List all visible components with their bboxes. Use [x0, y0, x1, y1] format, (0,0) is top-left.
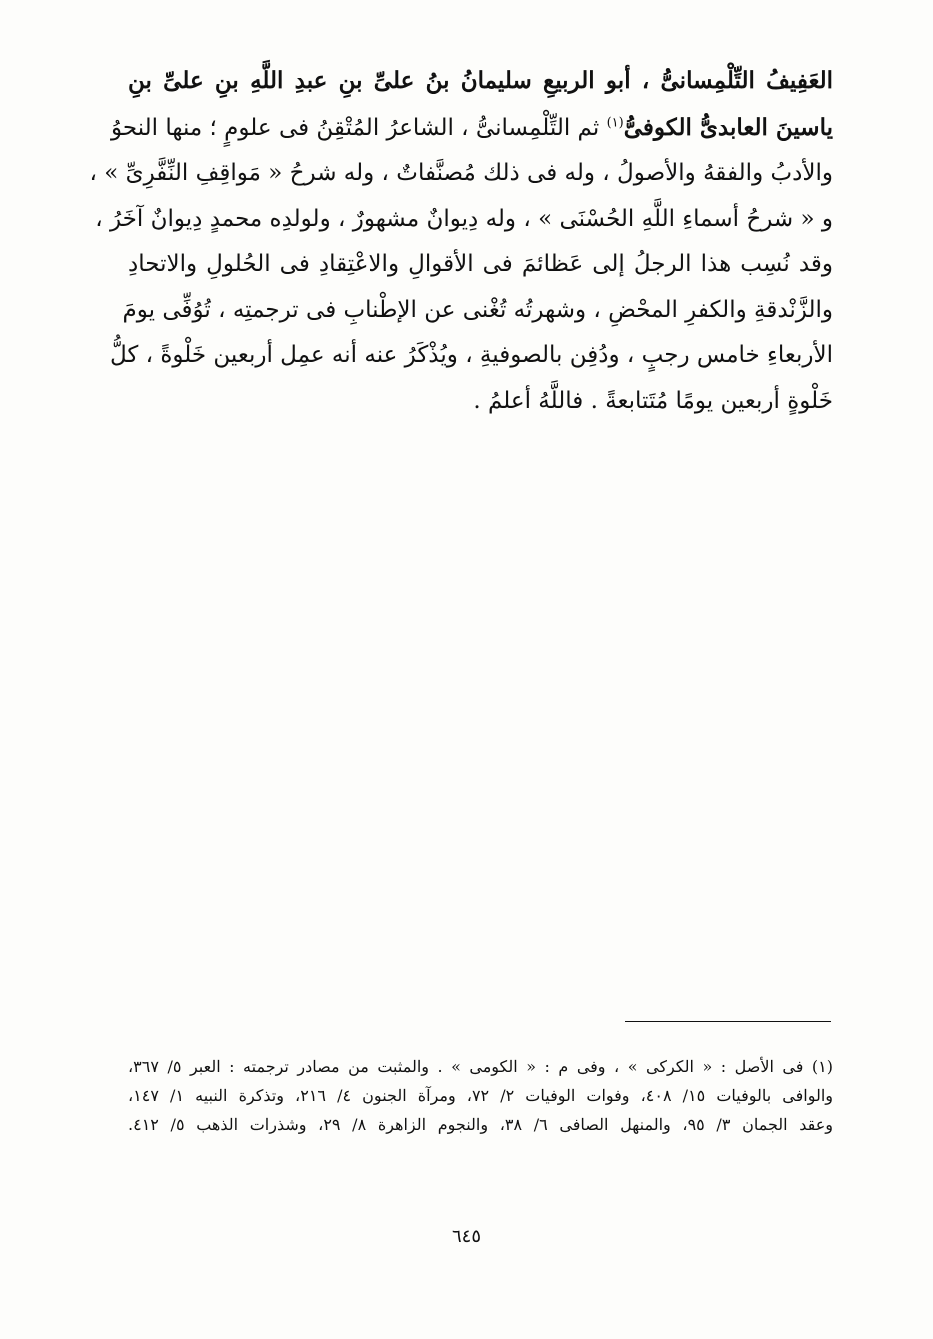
- footnotes: [128, 1052, 833, 1139]
- text-line-3: والأدبُ والفقهُ والأصولُ ، وله فى ذلك مُصنَّفاتٌ ، وله شرحُ « مَواقِفِ النِّفَّرِىِّ » ،: [89, 160, 833, 186]
- footnote-line-3: وعقد الجمان ٣/ ٩٥، والمنهل الصافى ٦/ ٣٨، والنجوم الزاهرة ٨/ ٢٩، وشذرات الذهب ٥/ ٤١٢.: [128, 1115, 834, 1134]
- text-line-6: والزَّنْدقةِ والكفرِ المحْضِ ، وشهرتُه تُغْنى عن الإطْنابِ فى ترجمتِه ، تُوُفِّى يومَ: [122, 296, 833, 323]
- footnote-divider: [625, 1021, 831, 1022]
- text-line-7: الأربعاءِ خامس رجبٍ ، ودُفِن بالصوفيةِ ، ويُذْكَرُ عنه أنه عمِل أربعين خَلْوةً ، كلُّ: [109, 342, 833, 368]
- page-number: ٦٤٥: [451, 1226, 481, 1247]
- text-line-2: ياسينَ العابدىُّ الكوفىُّ$^{(١)}$ ثم التِّلْمِسانىُّ ، الشاعرُ المُتْقِنُ فى علومٍ ؛ منها النحوُ: [111, 113, 833, 141]
- footnote-line-2: والوافى بالوفيات ١٥/ ٤٠٨، وفوات الوفيات ٢/ ٧٢، ومرآة الجنون ٤/ ٢١٦، وتذكرة النبيه ١/ ١٤٧،: [128, 1086, 834, 1105]
- main-text: [89, 58, 833, 424]
- footnote-line-1: (١) فى الأصل : « الكركى » ، وفى م : « الكومى » . والمثبت من مصادر ترجمته : العبر ٥/ ٣٦٧،: [128, 1057, 834, 1076]
- text-line-4: و « شرحُ أسماءِ اللَّهِ الحُسْنَى » ، وله دِيوانٌ مشهورٌ ، ولولدِه محمدٍ دِيوانٌ آخَرُ ،: [95, 205, 833, 232]
- text-line-8: خَلْوةٍ أربعين يومًا مُتَتابعةً . فاللَّهُ أعلمُ .: [473, 387, 833, 414]
- entry-heading: العَفِيفُ التِّلْمِسانىُّ ، أبو الربيعِ سليمانُ بنُ علىِّ بنِ عبدِ اللَّهِ بنِ علىِّ بنِ: [128, 67, 833, 94]
- footnote-reference: (١): [606, 114, 624, 130]
- entry-heading-continued: ياسينَ العابدىُّ الكوفىُّ: [623, 113, 833, 141]
- text-line-1: [128, 58, 833, 105]
- text-line-5: وقد نُسِب هذا الرجلُ إلى عَظائمَ فى الأقوالِ والاعْتِقادِ فى الحُلولِ والاتحادِ: [128, 251, 833, 277]
